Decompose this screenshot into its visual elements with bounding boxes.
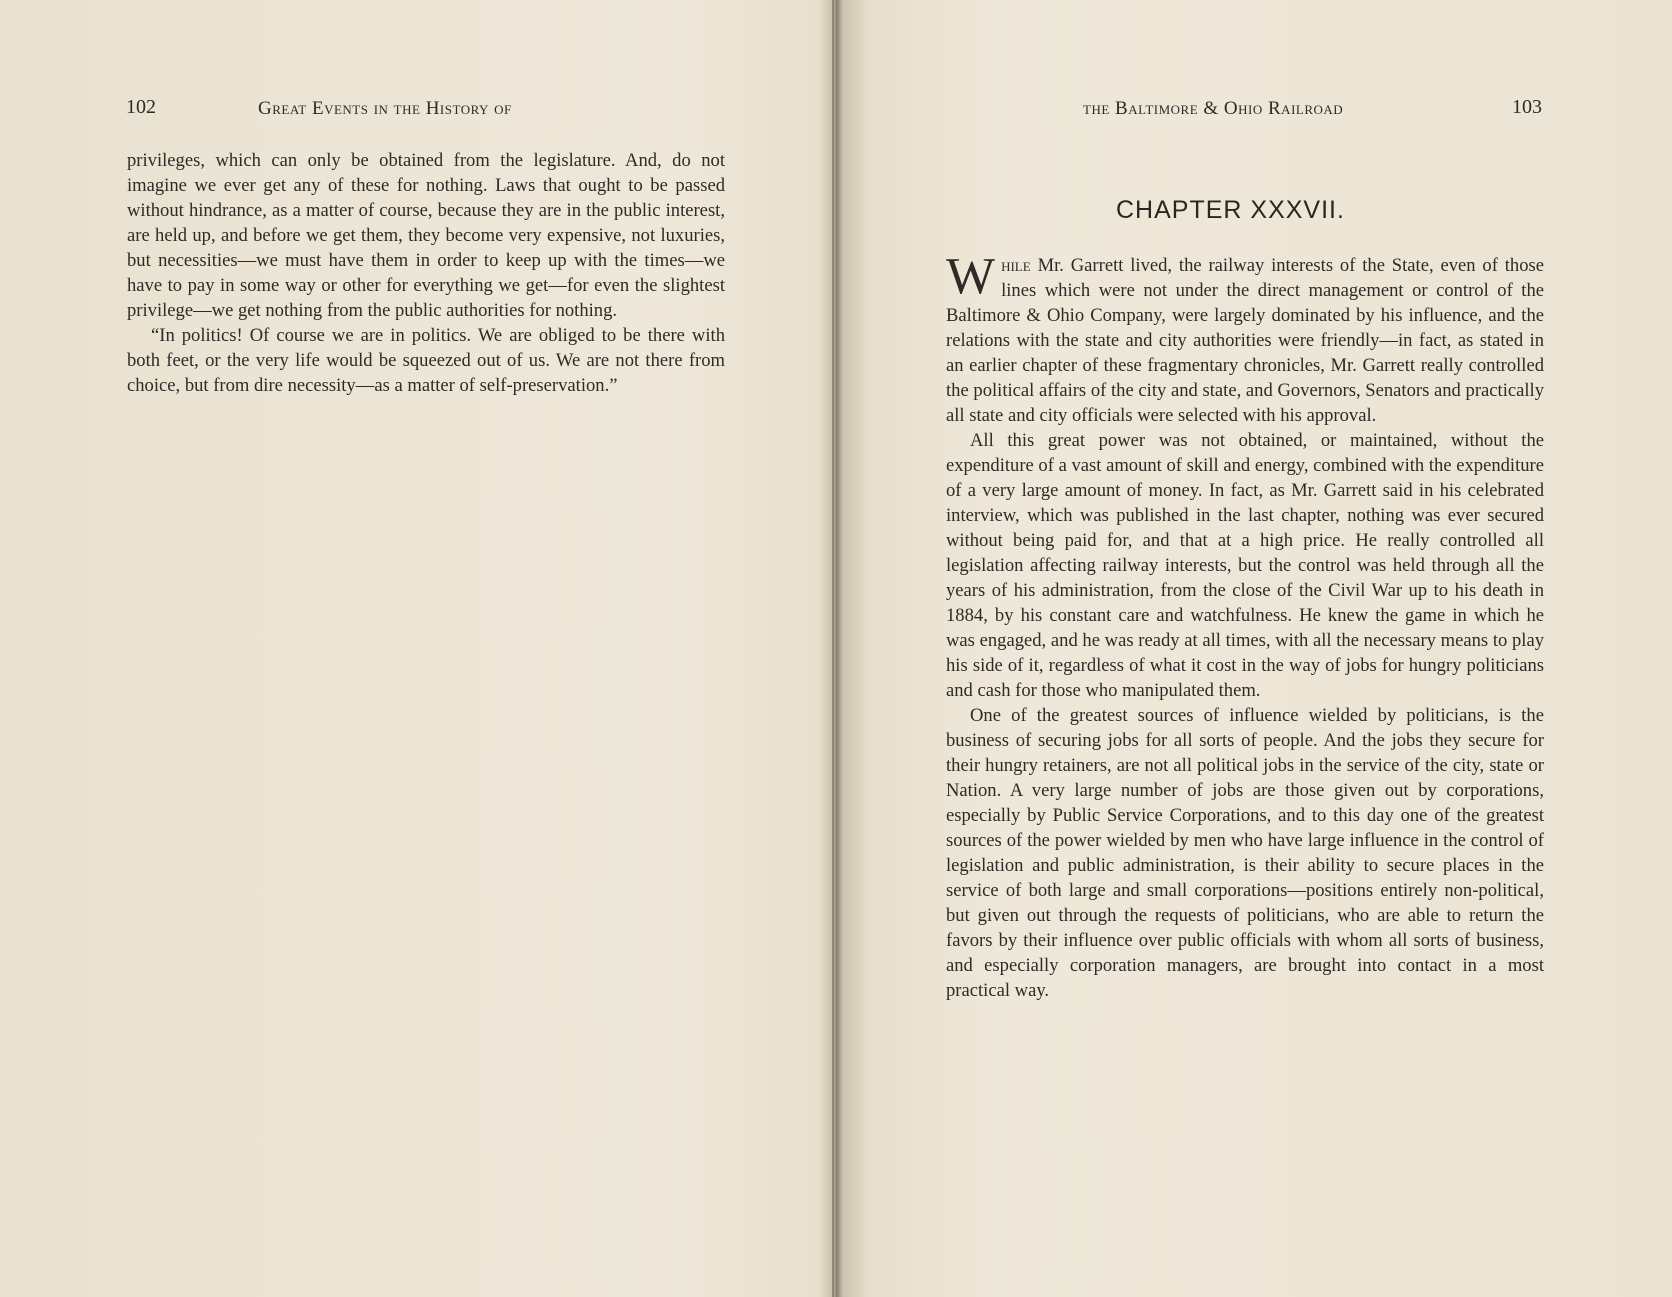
opening-paragraph <box>946 248 1544 428</box>
right-page-body <box>946 248 1544 1003</box>
left-page-body <box>127 148 725 398</box>
paragraph: privileges, which can only be obtained from the legislature. And, do not imagine we ever get any of these for nothing. Laws that ought to be passed without hindrance, as a matter of course, because they are in the public interest, are held up, and before we get them, they become very expensive, not luxuries, but necessities—we must have them in order to keep up with the times—we have to pay in some way or other for everything we get—for even the slightest privilege—we get nothing from the public authorities for nothing. <box>127 150 725 321</box>
drop-cap: W <box>946 248 996 305</box>
running-head-right: the Baltimore & Ohio Railroad <box>1083 98 1344 119</box>
paragraph: “In politics! Of course we are in politics. We are obliged to be there with both feet, or the very life would be squeezed out of us. We are not there from choice, but from dire necessity—as a matter of self-preservation.” <box>127 325 725 396</box>
paragraph: All this great power was not obtained, or maintained, without the expenditure of a vast amount of skill and energy, combined with the expenditure of a very large amount of money. In fact, as Mr. Garrett said in his celebrated interview, which was published in the last chapter, nothing was ever secured without being paid for, and that at a high price. He really controlled all legislation affecting railway interests, but the control was held through all the years of his administration, from the close of the Civil War up to his death in 1884, by his constant care and watchfulness. He knew the game in which he was engaged, and he was ready at all times, with all the necessary means to play his side of it, regardless of what it cost in the way of jobs for hungry politicians and cash for those who manipulated them. <box>946 430 1544 701</box>
paragraph: One of the greatest sources of influence wielded by politicians, is the business of securing jobs for all sorts of people. And the jobs they secure for their hungry retainers, are not all political jobs in the service of the city, state or Nation. A very large number of jobs are those given out by corporations, especially by Public Service Corporations, and to this day one of the greatest sources of the power wielded by men who have large influence in the control of legislation and public administration, is their ability to secure places in the service of both large and small corporations—positions entirely non-political, but given out through the requests of politicians, who are able to return the favors by their influence over public officials with whom all sorts of business, and especially corporation managers, are brought into contact in a most practical way. <box>946 705 1544 1001</box>
paragraph-text: Mr. Garrett lived, the railway interests of the State, even of those lines which were not under the direct management or control of the Baltimore & Ohio Company, were largely dominated by his influence, and the relations with the state and city authorities were friendly—in fact, as stated in an earlier chapter of these fragmentary chronicles, Mr. Garrett really controlled the political affairs of the city and state, and Governors, Senators and practically all state and city officials were selected with his approval. <box>946 255 1544 426</box>
page-number-right: 103 <box>1512 96 1542 118</box>
page-number-left: 102 <box>126 96 156 118</box>
running-head-left: Great Events in the History of <box>258 98 512 119</box>
book-spine <box>832 0 834 1297</box>
chapter-title: CHAPTER XXXVII. <box>1116 196 1345 224</box>
left-page <box>0 0 832 1297</box>
opening-small-caps: hile <box>1001 255 1031 276</box>
right-page <box>840 0 1672 1297</box>
